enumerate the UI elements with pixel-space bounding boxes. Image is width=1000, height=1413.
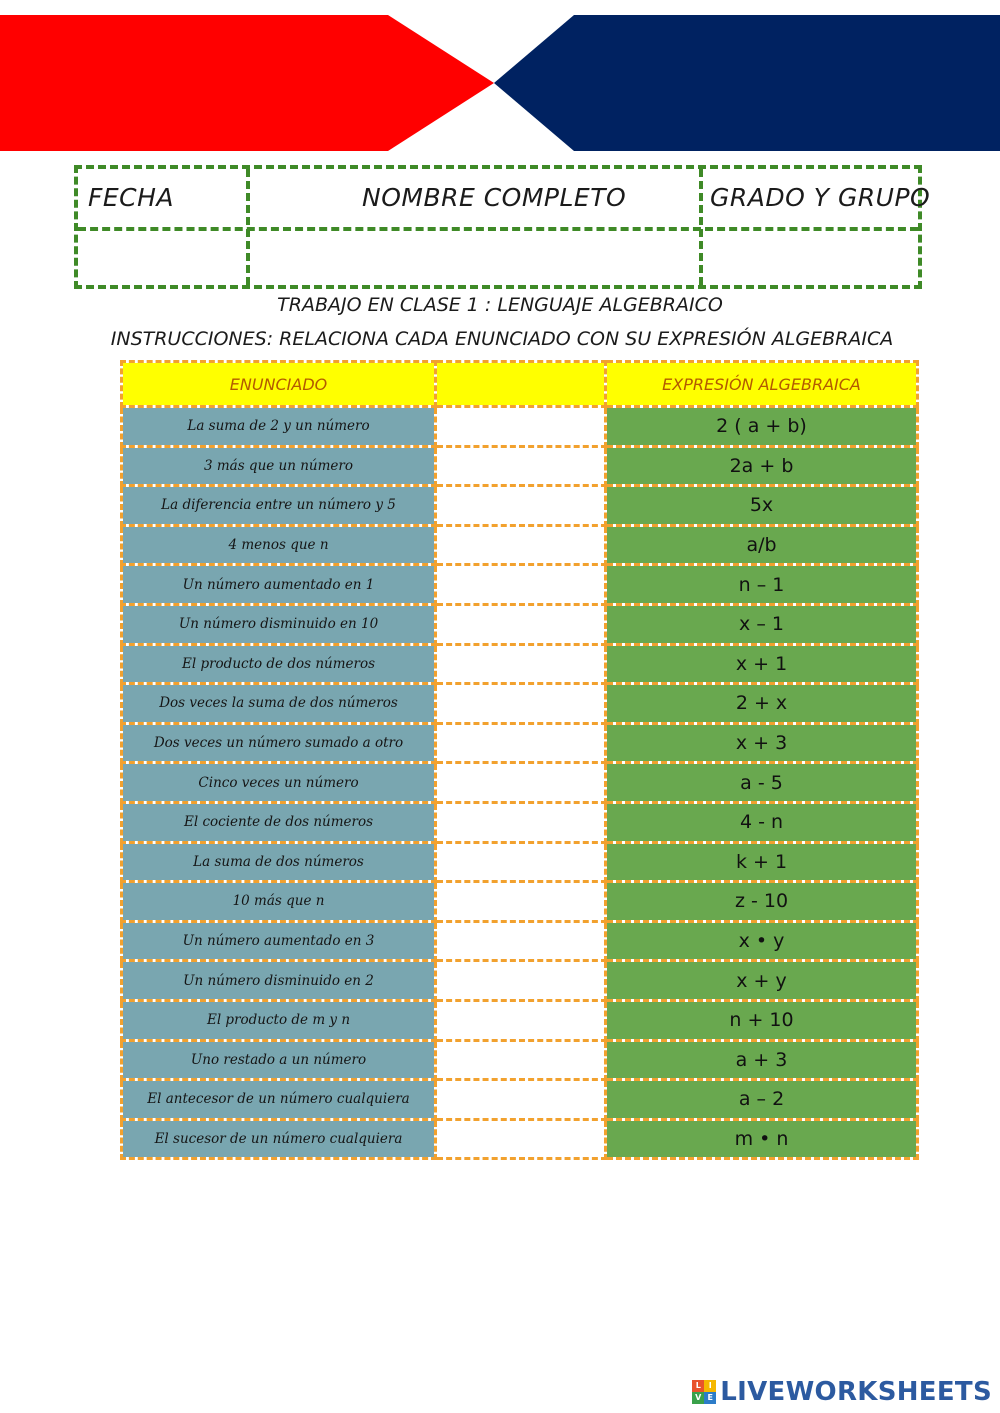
table-row xyxy=(122,486,918,526)
expression-cell: x + 1 xyxy=(606,644,918,684)
answer-cell[interactable] xyxy=(436,1080,606,1120)
answer-cell[interactable] xyxy=(436,1040,606,1080)
answer-cell[interactable] xyxy=(436,644,606,684)
expression-cell: z - 10 xyxy=(606,882,918,922)
expression-cell: x + y xyxy=(606,961,918,1001)
student-info-box xyxy=(74,165,931,289)
table-row xyxy=(122,525,918,565)
table-row xyxy=(122,407,918,447)
statement-cell: Un número disminuido en 10 xyxy=(122,604,436,644)
table-row xyxy=(122,1080,918,1120)
header-statement: ENUNCIADO xyxy=(122,362,436,407)
full-name-field[interactable] xyxy=(250,231,699,285)
top-banner xyxy=(0,15,1000,151)
table-row xyxy=(122,1119,918,1159)
liveworksheets-brand xyxy=(692,1377,992,1407)
statement-cell: Dos veces la suma de dos números xyxy=(122,684,436,724)
full-name-label: NOMBRE COMPLETO xyxy=(362,183,627,212)
answer-cell[interactable] xyxy=(436,446,606,486)
date-field[interactable] xyxy=(78,231,246,285)
expression-cell: x + 3 xyxy=(606,723,918,763)
statement-cell: Cinco veces un número xyxy=(122,763,436,803)
statement-cell: 3 más que un número xyxy=(122,446,436,486)
answer-cell[interactable] xyxy=(436,407,606,447)
liveworksheets-logo-icon: L I V E xyxy=(692,1380,716,1404)
statement-cell: Dos veces un número sumado a otro xyxy=(122,723,436,763)
answer-cell[interactable] xyxy=(436,1119,606,1159)
statement-cell: Un número disminuido en 2 xyxy=(122,961,436,1001)
table-header-row xyxy=(122,362,918,407)
expression-cell: n – 1 xyxy=(606,565,918,605)
statement-cell: 4 menos que n xyxy=(122,525,436,565)
answer-cell[interactable] xyxy=(436,802,606,842)
answer-cell[interactable] xyxy=(436,921,606,961)
answer-cell[interactable] xyxy=(436,525,606,565)
table-row xyxy=(122,565,918,605)
liveworksheets-wordmark: LIVEWORKSHEETS xyxy=(720,1377,992,1407)
table-row xyxy=(122,961,918,1001)
answer-cell[interactable] xyxy=(436,763,606,803)
answer-cell[interactable] xyxy=(436,1000,606,1040)
answer-cell[interactable] xyxy=(436,882,606,922)
worksheet-title: TRABAJO EN CLASE 1 : LENGUAJE ALGEBRAICO xyxy=(277,294,723,316)
expression-cell: a + 3 xyxy=(606,1040,918,1080)
expression-cell: n + 10 xyxy=(606,1000,918,1040)
statement-cell: 10 más que n xyxy=(122,882,436,922)
statement-cell: Uno restado a un número xyxy=(122,1040,436,1080)
statement-cell: Un número aumentado en 1 xyxy=(122,565,436,605)
grade-group-field[interactable] xyxy=(703,231,918,285)
date-label: FECHA xyxy=(88,183,175,212)
expression-cell: 2 + x xyxy=(606,684,918,724)
instructions-text: INSTRUCCIONES: RELACIONA CADA ENUNCIADO CON SU EXPRESIÓN ALGEBRAICA xyxy=(110,328,894,350)
statement-cell: La suma de dos números xyxy=(122,842,436,882)
expression-cell: a – 2 xyxy=(606,1080,918,1120)
expression-cell: m • n xyxy=(606,1119,918,1159)
statement-cell: El sucesor de un número cualquiera xyxy=(122,1119,436,1159)
table-row xyxy=(122,842,918,882)
header-blank xyxy=(436,362,606,407)
expression-cell: a/b xyxy=(606,525,918,565)
grade-group-label: GRADO Y GRUPO xyxy=(710,183,931,212)
answer-cell[interactable] xyxy=(436,723,606,763)
answer-cell[interactable] xyxy=(436,961,606,1001)
expression-cell: k + 1 xyxy=(606,842,918,882)
table-row xyxy=(122,802,918,842)
matching-table xyxy=(120,360,919,1160)
table-row xyxy=(122,1000,918,1040)
table-row xyxy=(122,921,918,961)
answer-cell[interactable] xyxy=(436,565,606,605)
answer-cell[interactable] xyxy=(436,486,606,526)
table-row xyxy=(122,763,918,803)
expression-cell: 2a + b xyxy=(606,446,918,486)
answer-cell[interactable] xyxy=(436,842,606,882)
table-row xyxy=(122,1040,918,1080)
statement-cell: El producto de dos números xyxy=(122,644,436,684)
expression-cell: 2 ( a + b) xyxy=(606,407,918,447)
banner-red-shape xyxy=(0,15,494,151)
banner-blue-shape xyxy=(494,15,1000,151)
table-row xyxy=(122,684,918,724)
statement-cell: La diferencia entre un número y 5 xyxy=(122,486,436,526)
table-row xyxy=(122,723,918,763)
table-row xyxy=(122,604,918,644)
table-row xyxy=(122,882,918,922)
statement-cell: La suma de 2 y un número xyxy=(122,407,436,447)
statement-cell: El producto de m y n xyxy=(122,1000,436,1040)
answer-cell[interactable] xyxy=(436,604,606,644)
expression-cell: a - 5 xyxy=(606,763,918,803)
statement-cell: Un número aumentado en 3 xyxy=(122,921,436,961)
table-row xyxy=(122,644,918,684)
expression-cell: x • y xyxy=(606,921,918,961)
table-row xyxy=(122,446,918,486)
answer-cell[interactable] xyxy=(436,684,606,724)
header-expression: EXPRESIÓN ALGEBRAICA xyxy=(606,362,918,407)
expression-cell: 5x xyxy=(606,486,918,526)
expression-cell: 4 - n xyxy=(606,802,918,842)
statement-cell: El antecesor de un número cualquiera xyxy=(122,1080,436,1120)
expression-cell: x – 1 xyxy=(606,604,918,644)
statement-cell: El cociente de dos números xyxy=(122,802,436,842)
